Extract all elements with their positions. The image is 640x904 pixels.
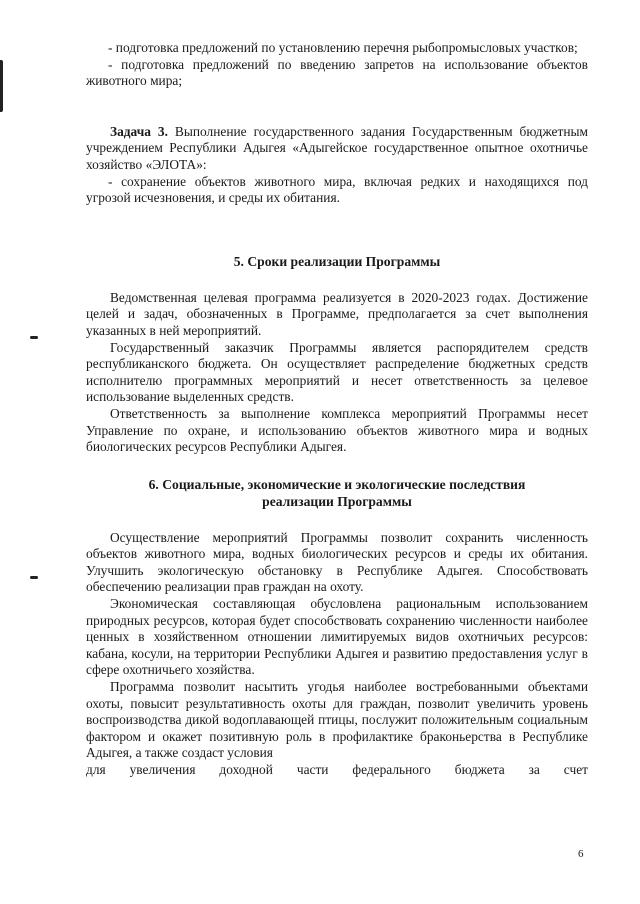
- paragraph: Ответственность за выполнение комплекса мероприятий Программы несет Управление по охране, и использованию объектов животного мира и водных биологических ресурсов Республики Адыгея.: [86, 405, 588, 455]
- list-item: - подготовка предложений по установлению перечня рыбопромысловых участков;: [108, 40, 578, 55]
- paragraph: Государственный заказчик Программы является распорядителем средств республиканского бюджета. Он осуществляет распределение бюджетных средств исполнителю программных мероприятий и несет ответственность за целевое использование выделенных средств.: [86, 339, 588, 405]
- document-page: [86, 40, 588, 779]
- paragraph: Программа позволит насытить угодья наиболее востребованными объектами охоты, повысит результативность охоты для граждан, позволит увеличить уровень воспроизводства дикой водоплавающей птицы, послужит положительным социальным фактором и окажет позитивную роль в профилактике браконьерства в Республике Адыгея, а также создаст условия: [86, 679, 588, 761]
- task-label: Задача 3.: [110, 123, 168, 139]
- scan-margin-mark: [30, 576, 38, 579]
- paragraph: Осуществление мероприятий Программы позволит сохранить численность объектов животного мира, водных биологических ресурсов и среды их обитания. Улучшить экологическую обстановку в Республике Адыгея. Способствовать обеспечению реализации прав граждан на охоту.: [86, 529, 588, 595]
- heading-line: 6. Социальные, экономические и экологические последствия: [148, 476, 526, 492]
- scan-edge-mark: [0, 60, 3, 112]
- list-item: - сохранение объектов животного мира, включая редких и находящихся под угрозой исчезновения, и среды их обитания.: [86, 173, 588, 206]
- paragraph-last-line: для увеличения доходной части федерального бюджета за счет: [86, 762, 588, 777]
- task-text: Выполнение государственного задания Государственным бюджетным учреждением Республики Адыгея «Адыгейское государственное опытное охотничье хозяйство «ЭЛОТА»:: [86, 123, 588, 172]
- section-5-heading: 5. Сроки реализации Программы: [233, 253, 441, 269]
- page-number: 6: [578, 848, 584, 860]
- section-6-heading: [86, 476, 588, 510]
- paragraph: Экономическая составляющая обусловлена рациональным использованием природных ресурсов, которая будет способствовать сохранению численности наиболее ценных в хозяйственном отношении лимитируемых видов охотничьих ресурсов: кабана, косули, на территории Республики Адыгея и развитию предоставления услуг в сфере охотничьего хозяйства.: [86, 596, 588, 678]
- scan-margin-mark: [30, 336, 38, 339]
- list-item: - подготовка предложений по введению запретов на использование объектов животного мира;: [86, 56, 588, 89]
- heading-line: реализации Программы: [262, 493, 412, 509]
- task-3-paragraph: [86, 124, 588, 174]
- paragraph: Ведомственная целевая программа реализуется в 2020-2023 годах. Достижение целей и задач, обозначенных в Программе, предполагается за счет выполнения указанных в ней мероприятий.: [86, 289, 588, 338]
